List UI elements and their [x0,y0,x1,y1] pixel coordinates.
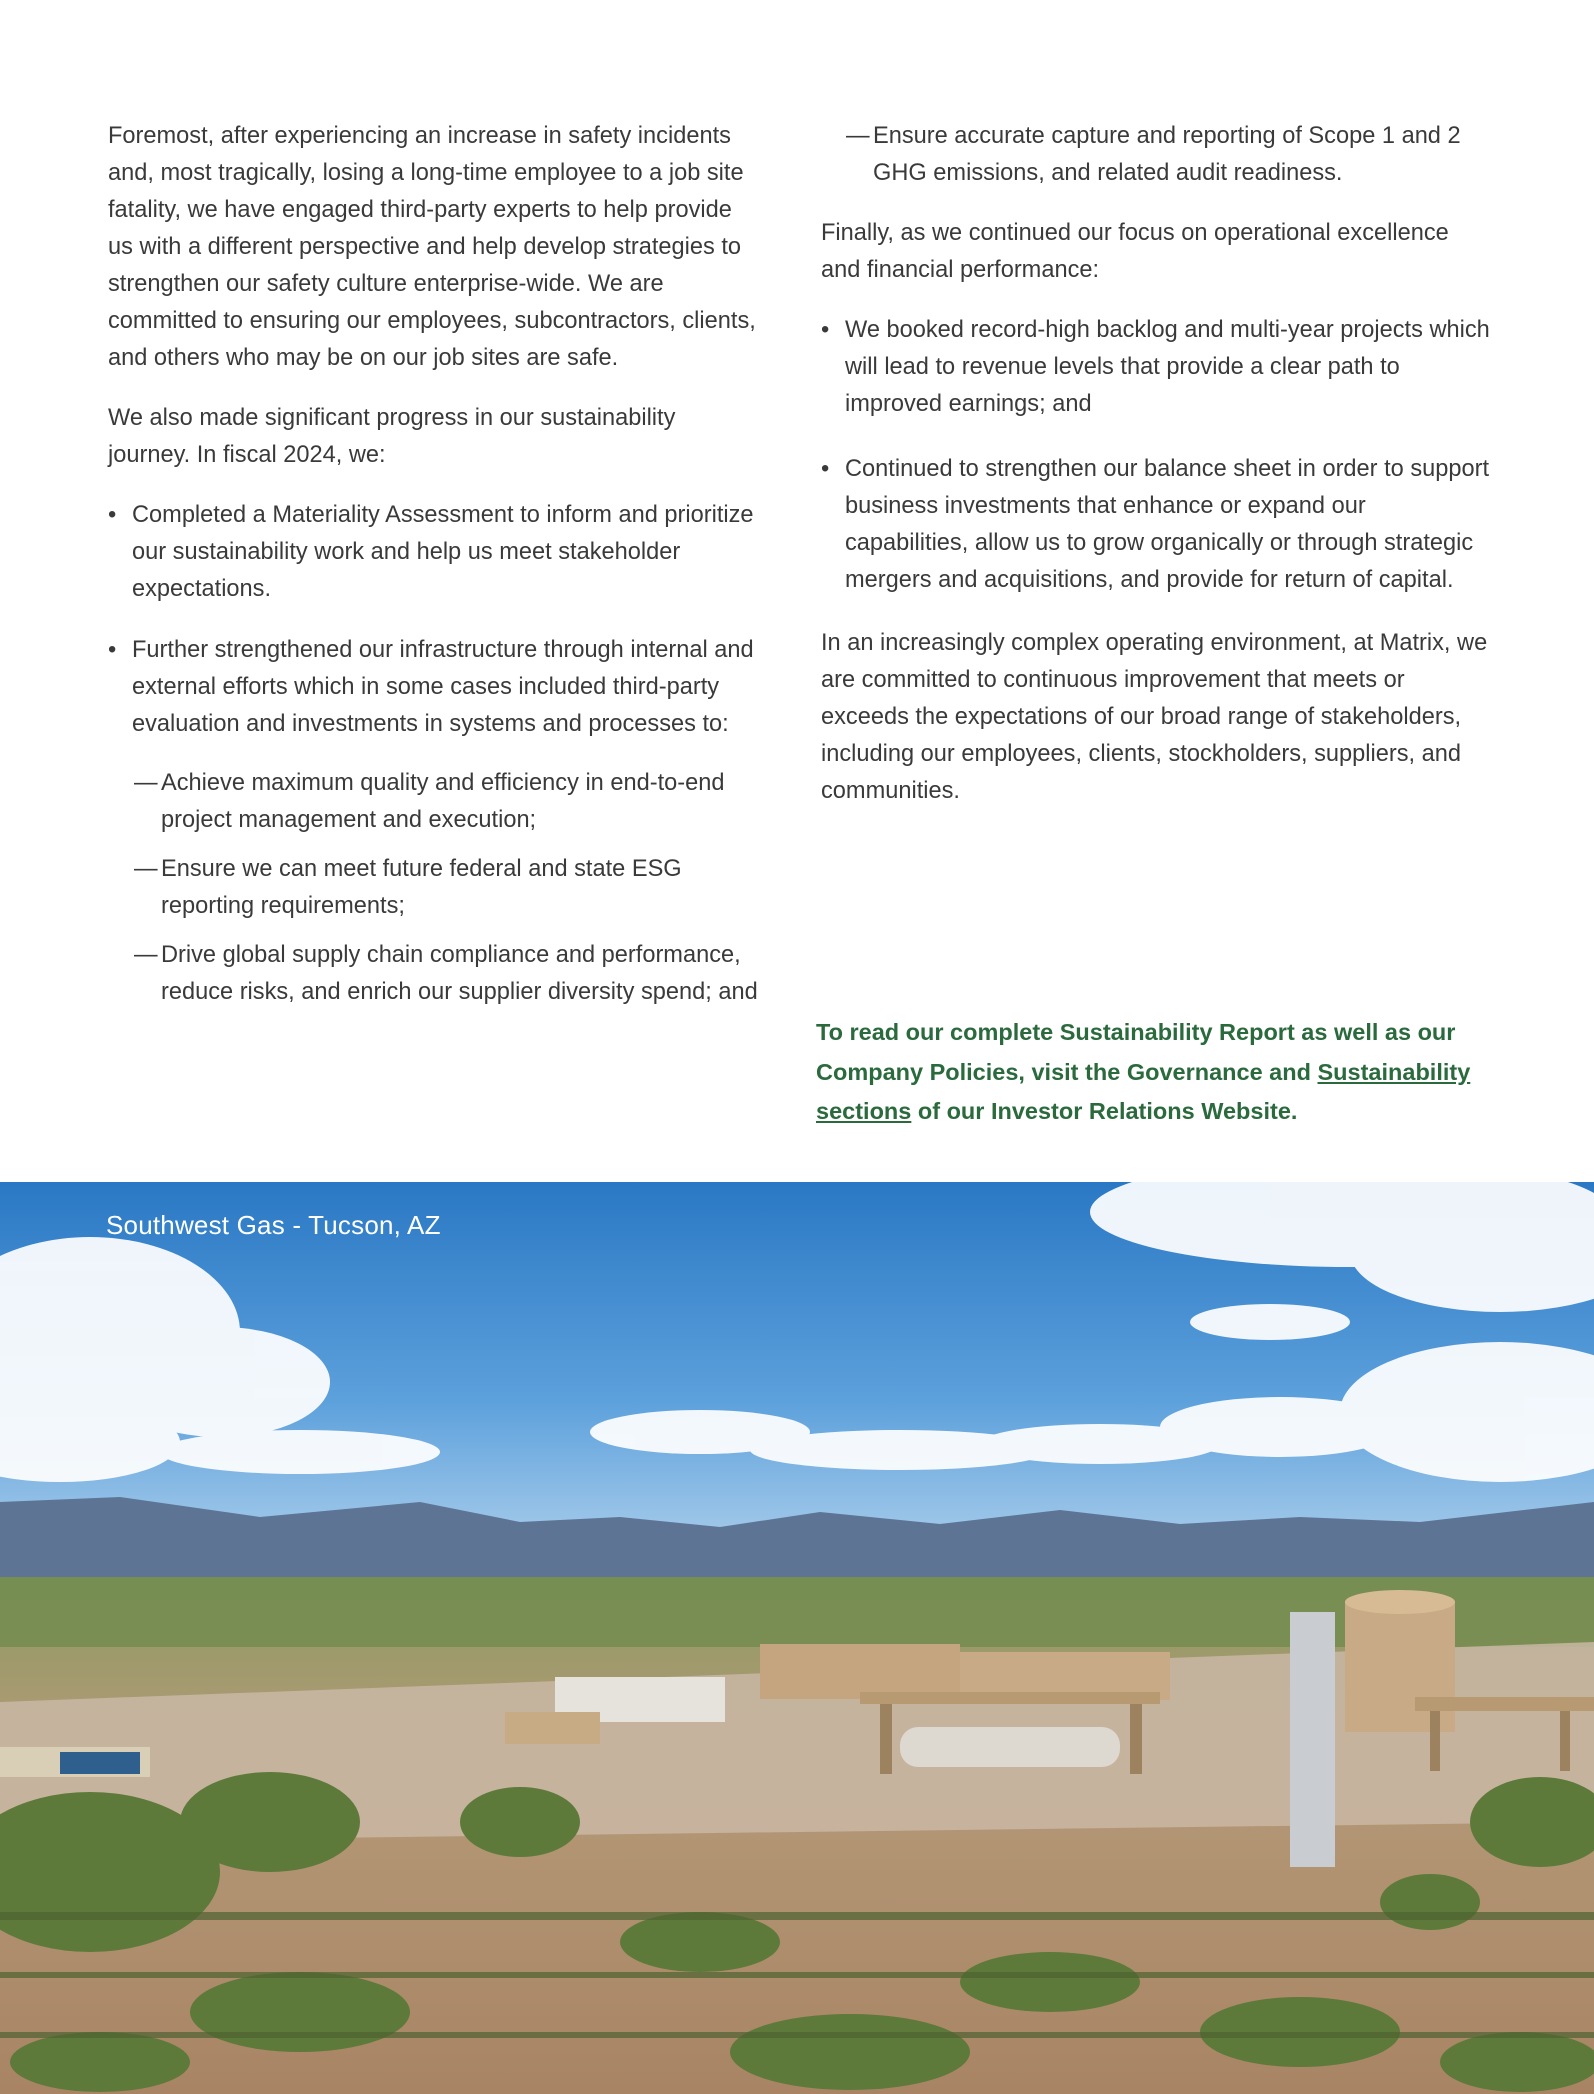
site-photo [0,1182,1594,2094]
infrastructure-bullet-text: Further strengthened our infrastructure through internal and external efforts which in some cases included third-party evaluation and investments in systems and processes to: [132,637,754,737]
list-item: • We booked record-high backlog and multi-year projects which will lead to revenue levels that provide a clear path to improved earnings; and [821,312,1493,423]
financial-list [821,312,1493,599]
continued-sub-list [846,118,1493,192]
right-column [821,118,1493,833]
desert-facility-photo [0,1182,1594,2094]
list-item: — Ensure accurate capture and reporting of Scope 1 and 2 GHG emissions, and related audit readiness. [846,118,1493,192]
list-item: — Drive global supply chain compliance and performance, reduce risks, and enrich our supplier diversity spend; and [134,937,758,1011]
closing-paragraph: In an increasingly complex operating environment, at Matrix, we are committed to continuous improvement that meets or exceeds the expectations of our broad range of stakeholders, including our employees, clients, stockholders, suppliers, and communities. [821,630,1488,804]
callout-text-before: To read our complete Sustainability Report as well as our Company Policies, visit the Governance and [816,1019,1456,1085]
list-item: • Continued to strengthen our balance sheet in order to support business investments that enhance or expand our capabilities, allow us to grow organically or through strategic mergers and acquisitions, and provide for return of capital. [821,451,1493,599]
infrastructure-sub-list [134,765,758,1011]
list-item: • Completed a Materiality Assessment to inform and prioritize our sustainability work and help us meet stakeholder expectations. [108,497,758,608]
list-item: — Ensure we can meet future federal and state ESG reporting requirements; [134,851,758,925]
photo-caption: Southwest Gas - Tucson, AZ [106,1210,441,1240]
financial-intro-paragraph: Finally, as we continued our focus on operational excellence and financial performance: [821,220,1449,283]
fiscal-2024-list [108,497,758,743]
report-callout [816,1013,1506,1132]
sustainability-intro-paragraph: We also made significant progress in our sustainability journey. In fiscal 2024, we: [108,405,676,468]
left-column [108,118,758,1023]
safety-paragraph: Foremost, after experiencing an increase in safety incidents and, most tragically, losing a long-time employee to a job site fatality, we have engaged third-party experts to help provide us with a different perspective and help develop strategies to strengthen our safety culture enterprise-wide. We are committed to ensuring our employees, subcontractors, clients, and others who may be on our job sites are safe. [108,123,756,371]
sustainability-sections-link[interactable]: Sustainability sections [816,1058,1471,1124]
list-item [108,632,758,743]
list-item: — Achieve maximum quality and efficiency in end-to-end project management and execution; [134,765,758,839]
callout-text-after: of our Investor Relations Website. [911,1098,1298,1124]
